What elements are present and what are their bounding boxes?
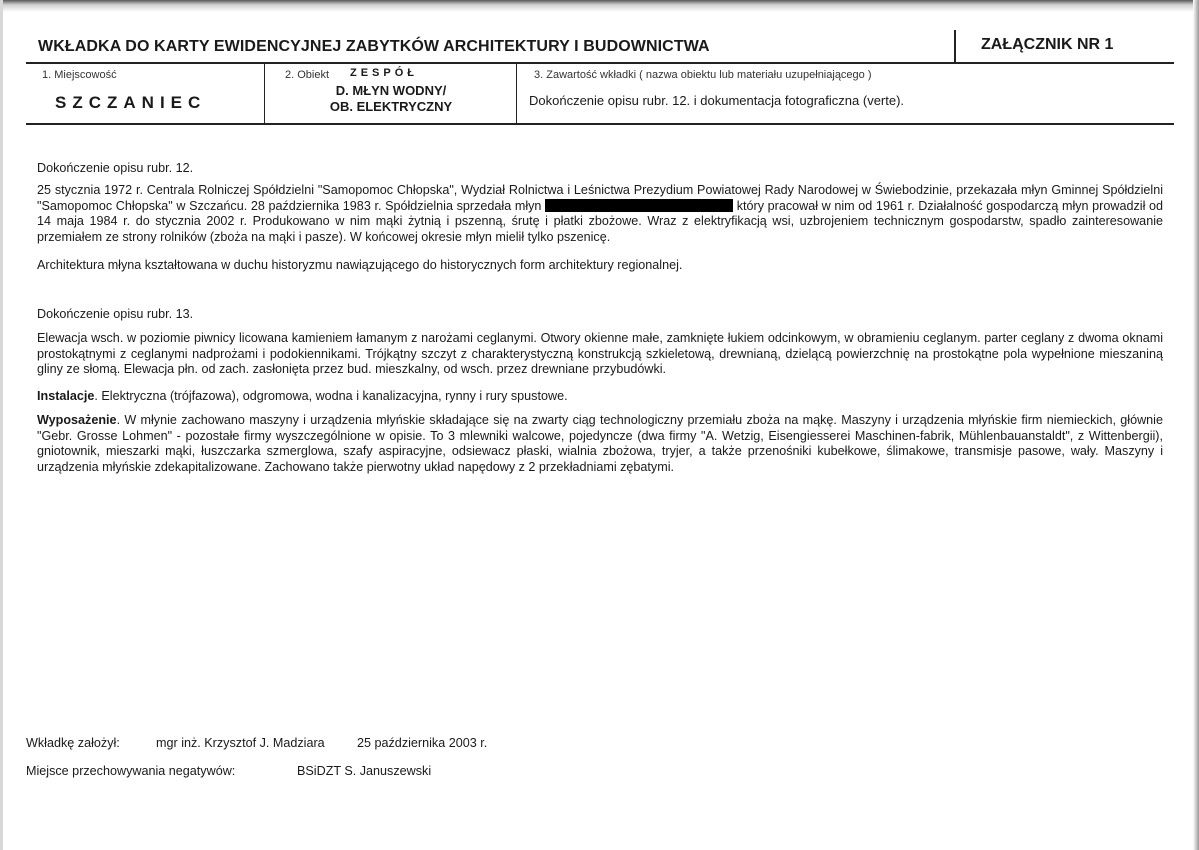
- equipment-label: Wyposażenie: [37, 413, 117, 427]
- field-divider-2: [516, 63, 517, 124]
- form-title: WKŁADKA DO KARTY EWIDENCYJNEJ ZABYTKÓW ARCHITEKTURY I BUDOWNICTWA: [38, 38, 710, 55]
- fields-bottom-rule: [26, 123, 1174, 125]
- equipment-paragraph: [37, 413, 1163, 475]
- annex-number: ZAŁĄCZNIK NR 1: [981, 36, 1114, 53]
- section13-paragraph1: Elewacja wsch. w poziomie piwnicy licowana kamieniem łamanym z narożami ceglanymi. Otwory okienne małe, zamknięte łukiem odcinkowym, w obramieniu ceglanym. parter ceglany z dwoma oknami prostokątnymi z ceglanymi nadprożami i podokiennikami. Trójkątny szczyt z charakterystyczną konstrukcją szkieletową, drewnianą, dzielącą powierzchnię na prostokątne pola wypełnione mieszaniną gliny ze słomą. Elewacja płn. od zach. zasłonięta przez bud. mieszkalny, od wsch. przez drewniane przybudówki.: [37, 331, 1163, 377]
- scan-edge-left: [0, 0, 3, 850]
- storage-label: Miejsce przechowywania negatywów:: [26, 764, 236, 778]
- locality-value: SZCZANIEC: [55, 93, 207, 112]
- redaction-bar: [545, 199, 733, 212]
- field1-label: 1. Miejscowość: [42, 69, 117, 81]
- object-line-2: OB. ELEKTRYCZNY: [329, 99, 453, 114]
- section12-paragraph1: [37, 183, 1163, 245]
- author-name: mgr inż. Krzysztof J. Madziara: [156, 736, 325, 750]
- section12-heading: Dokończenie opisu rubr. 12.: [37, 161, 194, 175]
- installations-paragraph: [37, 389, 1163, 405]
- section12-para1-part1: 25 stycznia 1972 r. Centrala Rolniczej Spółdzielni "Samopomoc Chłopska", Wydział Rolnictwa i Leśnictwa Prezydium Powiatowej Rady Narodowej w Świebodzinie, przekazała młyn Gminnej Spółdzielni "Samopomoc Chłopska" w Szczańcu. 28 października 1983 r. Spółdzielnia sprzedała młyn: [37, 183, 1163, 213]
- header-rule: [26, 62, 1174, 64]
- storage-value: BSiDZT S. Januszewski: [297, 764, 432, 778]
- equipment-text: . W młynie zachowano maszyny i urządzenia młyńskie składające się na zwarty ciąg technologiczny przemiału zboża na mąkę. Maszyny i urządzenia młyńskie firm niemieckich, głównie "Gebr. Grosse Lohmen" - pozostałe firmy wyszczególnione w opisie. To 3 mlewniki walcowe, pojedyncze (dwa firmy "A. Wetzig, Eisengiesserei Maschinen-fabrik, Mühlenbauanstaldt", z Wittenbergii), gniotownik, mieszarki mąki, łuszczarka szmerglowa, szafy aspiracyjne, odsiewacz płaski, wialnia zbożowa, tryjer, a także przenośniki kubełkowe, ślimakowe, transmisje pasowe, wały. Maszyny i urządzenia młyńskie zdekapitalizowane. Zachowano także pierwotny układ napędowy z 2 przekładniami zębatymi.: [37, 413, 1163, 474]
- section12-paragraph2: Architektura młyna kształtowana w duchu historyzmu nawiązującego do historycznych form architektury regionalnej.: [37, 258, 683, 272]
- installations-label: Instalacje: [37, 389, 95, 403]
- author-date: 25 października 2003 r.: [357, 736, 488, 750]
- installations-text: . Elektryczna (trójfazowa), odgromowa, wodna i kanalizacyjna, rynny i rury spustowe.: [94, 389, 568, 403]
- field-divider-1: [264, 63, 265, 124]
- scan-edge-right: [1193, 0, 1199, 850]
- content-value: Dokończenie opisu rubr. 12. i dokumentacja fotograficzna (verte).: [529, 93, 905, 108]
- object-line-1: D. MŁYN WODNY/: [335, 83, 447, 98]
- field3-label: 3. Zawartość wkładki ( nazwa obiektu lub materiału uzupełniającego ): [534, 69, 872, 81]
- header-divider: [954, 30, 956, 64]
- object-prefix: ZESPÓŁ: [350, 67, 419, 79]
- section12-para1-part2: który pracował w nim od 1961 r. Działalność gospodarczą młyn prowadził od 14 maja 1984 r. do stycznia 2002 r. Produkowano w nim mąki żytnią i pszenną, śrutę i płatki zbożowe. Wraz z elektryfikacją wsi, uzbrojeniem technicznym gospodarstw, spadło zainteresowanie przemiałem ze strony rolników (zboża na mąki i pasze). W końcowej okresie młyn mielił tylko pszenicę.: [37, 198, 1164, 244]
- scan-edge-top: [0, 0, 1199, 12]
- section13-heading: Dokończenie opisu rubr. 13.: [37, 307, 194, 321]
- author-label: Wkładkę założył:: [26, 736, 120, 750]
- field2-label: 2. Obiekt: [285, 69, 330, 81]
